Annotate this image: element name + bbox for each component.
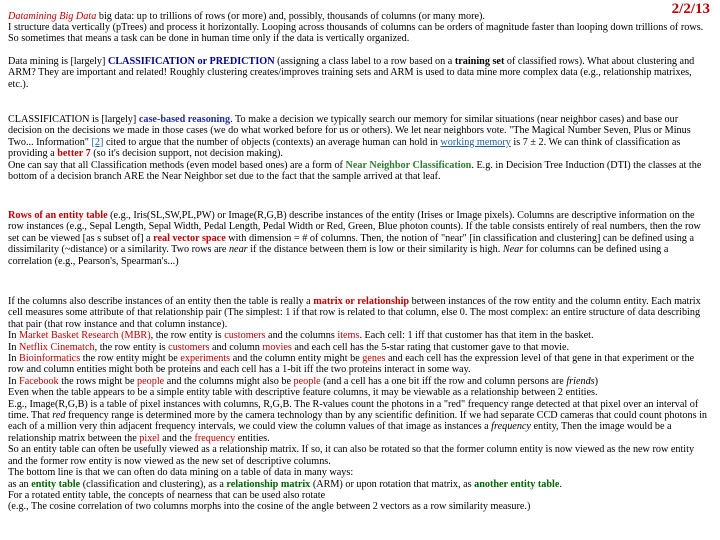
cl-body: . To make a decision we typically search our memory for similar situations (near neighbor cases) and base our decision on the decisions we made in those cases (we do what worked before for us or others). We let near neighbors vote. "The Magical Number Seven, Plus or Minus Two... Information"	[8, 114, 691, 148]
as-body2: (ARM) or upon rotation that matrix, as	[312, 478, 472, 490]
cl-body4: (so it's decision support, not decision making).	[93, 148, 283, 160]
mx-even-when: Even when the table appears to be a simple entity table with descriptive feature columns, it may be viewable as a relationship between 2 entities.	[8, 387, 598, 399]
mx-body: between instances of the row entity and the column entity. Each matrix cell measures some attribute of that relationship pair (The simplest: 1 if that row is related to that column, else 0. The most complex: an entire structure of data describing that pair (that row instance and that column instance).	[8, 296, 701, 330]
paragraph-classification	[8, 114, 708, 182]
rows-real-vector-space: real vector space	[153, 232, 226, 244]
rows-body3: if the distance between them is low or their similarity is high.	[250, 244, 501, 256]
mx-rotated: For a rotated entity table, the concepts of nearness that can be used also rotate	[8, 489, 326, 501]
im-body3: entity, Then the image would be a relationship matrix between the	[8, 421, 672, 444]
mba-customers: customers	[224, 330, 266, 342]
paragraph-matrix	[8, 296, 708, 513]
fb-in: In	[8, 375, 17, 387]
fb-friends: friends	[566, 375, 595, 387]
cl-better-7: better 7	[57, 148, 91, 160]
rows-near2: Near	[502, 244, 524, 256]
im-body2: frequency range is determined more by the camera technology than by any scientific definition. If we had separate CCD cameras that could count photons in each of a million very thin adjacent frequency intervals, we could view the column values of that image as instances a	[8, 410, 708, 433]
bi-title: Bioinformatics	[19, 353, 81, 365]
dm-assign: (assigning a class label to a row based on a	[277, 56, 453, 67]
im-body1: E.g., Image(R,G,B) is a table of pixel instances with columns, R,G,B. The R-values count the photons in a "red" frequency range detected at that pixel over an interval of time. That	[8, 398, 699, 422]
cl-working-memory-link[interactable]: working memory	[440, 136, 511, 148]
bi-in: In	[8, 353, 17, 365]
slide-date: 2/2/13	[671, 1, 710, 17]
vertical-text: I structure data vertically (pTrees) and process it horizontally. Looping across thousands of columns can be orders of magnitude faster than looping down trillions of rows. So sometimes that means a task can be done in human time only if the data is vertically organized.	[8, 22, 704, 45]
nf-movies: movies	[262, 341, 292, 353]
mx-rotate: So an entity table can often be usefully viewed as a relationship matrix. If so, it can also be rotated so that the former column entity is now viewed as the new row entity and the former row entity is now viewed as the new set of descriptive columns.	[8, 444, 695, 467]
mba-columns: and the columns	[268, 330, 335, 342]
dm-rest: of classified rows). What about clustering and ARM? They are important and related! Roughly clustering creates/improves training sets and ARM is used to data mine more complex data (e.g., relationship matrixes, etc.).	[8, 56, 695, 90]
cl-body3: is 7 ± 2. We can think of classification as providing a	[8, 136, 681, 160]
nf-cell: and each cell has the 5-star rating that customer gave to that movie.	[294, 341, 570, 353]
paragraph-rows-entity-table	[8, 210, 708, 267]
im-frequency: frequency	[491, 421, 531, 433]
fb-columns: and the columns might also be	[166, 375, 291, 387]
cl-case-based: case-based reasoning	[138, 114, 231, 125]
im-entities: entities.	[237, 432, 270, 444]
mba-title: Market Basket Research (MBR)	[19, 330, 151, 342]
cl-body2: cited to argue that the number of objects (contexts) an average human can hold in	[105, 136, 438, 148]
as-relationship-matrix: relationship matrix	[226, 478, 311, 490]
bi-cell: and each cell has the expression level of that gene in that experiment or the row and column entities might both be proteins and each cell has a 1-bit iff the two proteins interact in some way.	[8, 353, 695, 376]
fb-cell: (and a cell has a one bit iff the row and column persons are	[323, 375, 564, 387]
bi-row: the row entity might be	[82, 353, 178, 365]
im-red: red	[52, 410, 66, 422]
mba-cell: . Each cell: 1 iff that customer has that item in the basket.	[359, 330, 594, 342]
fb-people: people	[137, 375, 165, 387]
mx-bottom-line: The bottom line is that we can often do data mining on a table of data in many ways:	[8, 467, 354, 479]
dm-intro: Data mining is [largely]	[8, 56, 106, 67]
bi-experiments: experiments	[180, 353, 231, 365]
rows-body: (e.g., Iris(SL,SW,PL,PW) or Image(R,G,B) describe instances of the entity (Irises or Image pixels). Columns are descriptive information on the row instances (e.g., Sepal Length, Sepal Width, Pedal Length, Pedal Width or Red, Green, Blue photon counts). If the table consists entirely of real numbers, then the row set can be viewed [as s subset of] a	[8, 210, 701, 244]
dm-training-set: training set	[454, 56, 505, 67]
rows-entity-table: Rows of an entity table	[8, 210, 108, 221]
bi-genes: genes	[362, 353, 386, 365]
slide	[8, 0, 712, 540]
fb-close: )	[594, 375, 599, 387]
mba-row: , the row entity is	[150, 330, 222, 342]
rows-body4: for columns can be defined using a correlation (e.g., Pearson's, Spearman's...)	[8, 244, 669, 267]
nf-customers: customers	[168, 341, 210, 353]
im-frequency2: frequency	[194, 432, 236, 444]
nf-row: , the row entity is	[94, 341, 166, 353]
fb-rows: the rows might be	[61, 375, 135, 387]
mx-matrix-relationship: matrix or relationship	[313, 296, 410, 307]
big-data-title: Datamining Big Data	[8, 11, 97, 22]
as-body1: (classification and clustering), as a	[82, 478, 224, 490]
dm-classification-prediction: CLASSIFICATION or PREDICTION	[107, 56, 275, 67]
fb-people2: people	[293, 375, 321, 387]
mba-in: In	[8, 330, 17, 342]
bi-column: and the column entity might be	[232, 353, 360, 365]
mx-eg: (e.g., The cosine correlation of two columns morphs into the cosine of the angle between 2 vectors as a row similarity measure.)	[8, 501, 531, 513]
rows-body2: with dimension = # of columns. Then, the notion of "near" [in classification and clustering] can be defined using a dissimilarity (~distance) or a similarity. Two rows are	[8, 232, 694, 256]
mx-intro: If the columns also describe instances of an entity then the table is really a	[8, 296, 311, 307]
as-intro: as an	[8, 478, 29, 490]
as-another-entity-table: another entity table	[474, 478, 560, 490]
as-entity-table: entity table	[31, 478, 81, 490]
big-data-desc: big data: up to trillions of rows (or more) and, possibly, thousands of columns (or many more).	[98, 11, 485, 22]
cl-near-neighbor: Near Neighbor Classification	[345, 159, 472, 171]
cl-body6: . E.g. in Decision Tree Induction (DTI) the classes at the bottom of a decision branch ARE the Near Neighbor set due to the fact that the sample arrived at that leaf.	[8, 159, 702, 183]
paragraph-big-data	[8, 11, 648, 22]
cl-body5: One can say that all Classification methods (even model based ones) are a form of	[8, 159, 343, 171]
paragraph-data-mining	[8, 56, 708, 90]
im-pixel: pixel	[139, 432, 160, 444]
fb-title: Facebook	[19, 375, 59, 387]
paragraph-vertical	[8, 22, 708, 45]
im-and: and the	[162, 432, 192, 444]
nf-in: In	[8, 341, 17, 353]
cl-citation-link[interactable]: [2]	[91, 136, 104, 148]
cl-intro: CLASSIFICATION is [largely]	[8, 114, 137, 125]
nf-column: and column	[212, 341, 260, 353]
as-period: .	[559, 478, 562, 490]
nf-title: Netflix Cinematch	[19, 341, 95, 353]
rows-near: near	[228, 244, 248, 256]
mba-items: items	[337, 330, 360, 342]
